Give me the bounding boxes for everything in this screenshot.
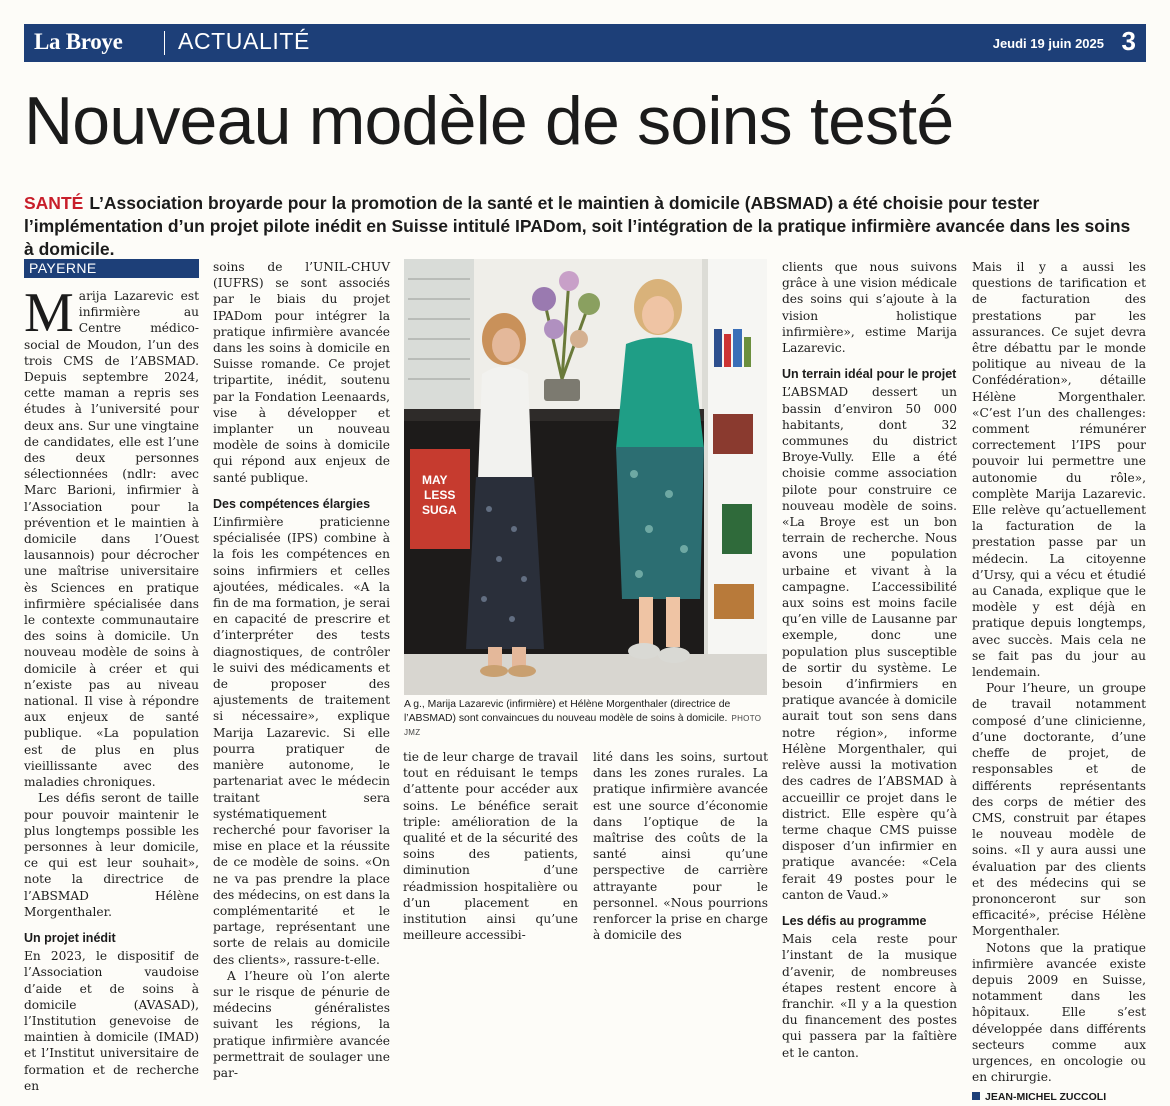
poster-text: MAY (422, 473, 448, 487)
subheading: Un projet inédit (24, 930, 116, 945)
article-photo (404, 259, 767, 695)
paragraph: Les défis seront de taille pour pouvoir maintenir le plus longtemps possible les personnes à leur domicile, ce qui est leur souhait», note la directrice de l’ABSMAD Hélène Morgenthaler. (24, 791, 199, 919)
article-column-3a (403, 749, 578, 943)
subheading: Les défis au programme (782, 913, 927, 928)
paragraph: L’ABSMAD dessert un bassin d’environ 50 000 habitants, dont 32 communes du district Broye-Vully. Elle a été choisie comme association pilote pour construire ce nouveau modèle de soins. «La Broye est un bon terrain de recherche. Nous avons une population urbaine et vivant à la campagne. L’accessibilité aux soins est moins facile qu’en ville de Lausanne par exemple, donc une population plus susceptible de sortir du système. Le besoin d’infirmiers en pratique avancée à domicile aurait tout son sens dans notre région», informe Hélène Morgenthaler, qui relève aussi la motivation des cadres de l’ABSMAD à accueillir ce projet dans le district. Elle espère qu’à terme chaque CMS puisse disposer d’un infirmier en pratique avancée: «Cela ferait 49 postes pour le canton de Vaud.» (782, 385, 957, 902)
header-bar (24, 24, 1146, 62)
photo-caption (404, 698, 769, 740)
author-signature (972, 1089, 1146, 1105)
paragraph: lité dans les soins, surtout dans les zones rurales. La pratique infirmière avancée est une source d’économie dans l’optique de la maîtrise des coûts de la santé ainsi qu’une perspective de carrière attrayante pour le personnel. «Nous pourrions renforcer la prise en charge à domicile des (593, 750, 768, 943)
paragraph: A l’heure où l’on alerte sur le risque de pénurie de médecins généralistes suivant les régions, la pratique infirmière avancée permettrait de soulager une par- (213, 968, 390, 1080)
paragraph: En 2023, le dispositif de l’Association vaudoise d’aide et de soins à domicile (AVASAD), l’Institution genevoise de maintien à domicile (IMAD) et l’Institut universitaire de formation et de recherche en (24, 949, 199, 1093)
paragraph: Pour l’heure, un groupe de travail notamment composé d’une clinicienne, d’une doctorante, d’une cheffe de projet, de responsables et de différents représentants des corps de métier des CMS, construit par étapes le nouveau modèle de soins. «Il y aura aussi une évaluation par des clients et des médecins qui se prononceront sur son efficacité», précise Hélène Morgenthaler. (972, 681, 1146, 939)
newspaper-logo: La Broye (34, 29, 123, 54)
lead-text: L’Association broyarde pour la promotion de la santé et le maintien à domicile (ABSMAD) a été choisie pour tester l’implémentation d’un projet pilote inédit en Suisse intitulé IPADom, soit l’intégration de la pratique infirmière avancée dans les soins à domicile. (24, 193, 1131, 259)
article-column-4 (782, 259, 957, 1061)
paragraph: Mais cela reste pour l’instant de la musique d’avenir, de nombreuses étapes restent encore à franchir. «Il y a la question du financement des postes qui passera par la faîtière et le canton. (782, 932, 957, 1060)
paragraph: Mais il y a aussi les questions de tarification et de facturation des prestations par les assurances. Ce sujet devra être débattu par le monde politique au niveau de la Confédération», détaille Hélène Morgenthaler. «C’est l’un des challenges: comment rémunérer correctement l’IPS pour pouvoir lui permettre une autonomie du rôle», complète Marija Lazarevic. Elle relève qu’actuellement la facturation de la prestation passe par un médecin. La citoyenne d’Ursy, qui a vécu et étudié au Canada, explique que le modèle y est déjà en pratique depuis longtemps, avec succès. Mais cela ne se fait pas du jour au lendemain. (972, 260, 1146, 680)
paragraph: Notons que la pratique infirmière avancée existe depuis 2009 en Suisse, notamment dans les hôpitaux. Elle s’est développée dans différents secteurs comme aux urgences, en oncologie ou en chirurgie. (972, 940, 1146, 1085)
poster-text: SUGA (422, 503, 457, 517)
author-name: JEAN-MICHEL ZUCCOLI (985, 1091, 1107, 1104)
signature-square-icon (972, 1092, 980, 1100)
lead-kicker: SANTÉ (24, 193, 84, 213)
issue-date: Jeudi 19 juin 2025 (992, 36, 1104, 51)
section-rubric: ACTUALITÉ (178, 28, 310, 54)
article-column-2 (213, 259, 390, 1081)
poster-text: LESS (424, 488, 456, 502)
dateline: PAYERNE (24, 259, 199, 278)
page-number: 3 (1121, 26, 1136, 56)
article-column-1 (24, 259, 199, 1094)
paragraph: clients que nous suivons grâce à une vision médicale des soins qui s’ajoute à la vision holistique infirmière», estime Marija Lazarevic. (782, 260, 957, 356)
header-divider (164, 31, 165, 55)
photo-illustration (404, 259, 767, 695)
paragraph: tie de leur charge de travail tout en réduisant le temps d’attente pour accéder aux soins. Le bénéfice serait triple: amélioration de la qualité et de la sécurité des soins des patients, diminution d’une réadmission hospitalière ou d’un placement en institution ainsi qu’une meilleure accessibi- (403, 750, 578, 943)
subheading: Un terrain idéal pour le projet (782, 367, 957, 382)
paragraph: soins de l’UNIL-CHUV (IUFRS) se sont associés par le biais du projet IPADom pour intégrer la pratique infirmière avancée dans les soins à domicile en Suisse romande. Ce projet tripartite, inédit, soutenu par la Fondation Leenaards, vise à développer et implanter un nouveau modèle de soins à domicile qui répond aux enjeux de santé publique. (213, 260, 390, 485)
article-column-5 (972, 259, 1146, 1106)
caption-text: A g., Marija Lazarevic (infirmière) et Hélène Morgenthaler (directrice de l’ABSMAD) sont convaincues du nouveau modèle de soins à domicile. (404, 699, 731, 724)
subheading: Des compétences élargies (213, 496, 371, 511)
photo-credit: PHOTO JMZ (404, 714, 762, 737)
drop-cap: M (24, 282, 74, 344)
paragraph: arija Lazarevic est infirmière au Centre médico-social de Moudon, l’un des trois CMS de l’ABSMAD. Depuis septembre 2024, cette maman a repris ses études à l’université pour deux ans. Sur une vingtaine de candidates, elle est l’une des deux personnes sélectionnées (ndlr: avec Marc Barioni, infirmier à l’Association pour la prévention et le maintien à domicile dans l’Ouest lausannois) pour décrocher une maîtrise universitaire ès Sciences en pratique infirmière spécialisée dans le contexte communautaire des soins à domicile. Un nouveau modèle de soins à domicile à créer et qui n’existe pas au niveau national. Il vise à répondre aux enjeux de santé publique. «La population est de plus en plus vieillissante avec des maladies chroniques. (24, 289, 199, 790)
lead-paragraph (24, 192, 1134, 261)
headline: Nouveau modèle de soins testé (24, 83, 954, 159)
article-column-3b (593, 749, 768, 943)
paragraph: L’infirmière praticienne spécialisée (IPS) combine à la fois les compétences en soins infirmiers et celles ajoutées, médicales. «A la fin de ma formation, je serai en capacité de prescrire et d’interpréter des tests diagnostiques, de contrôler le suivi des médicaments et de proposer des ajustements de traitement si nécessaire», explique Marija Lazarevic. Si elle pourra pratiquer de manière autonome, le partenariat avec le médecin traitant sera systématiquement recherché pour favoriser la mise en place et la réussite de ce modèle de soins. «On ne va pas prendre la place des médecins, on est dans la complémentarité et le partage, représentant une sorte de relais au domicile des clients», rassure-t-elle. (213, 515, 391, 967)
